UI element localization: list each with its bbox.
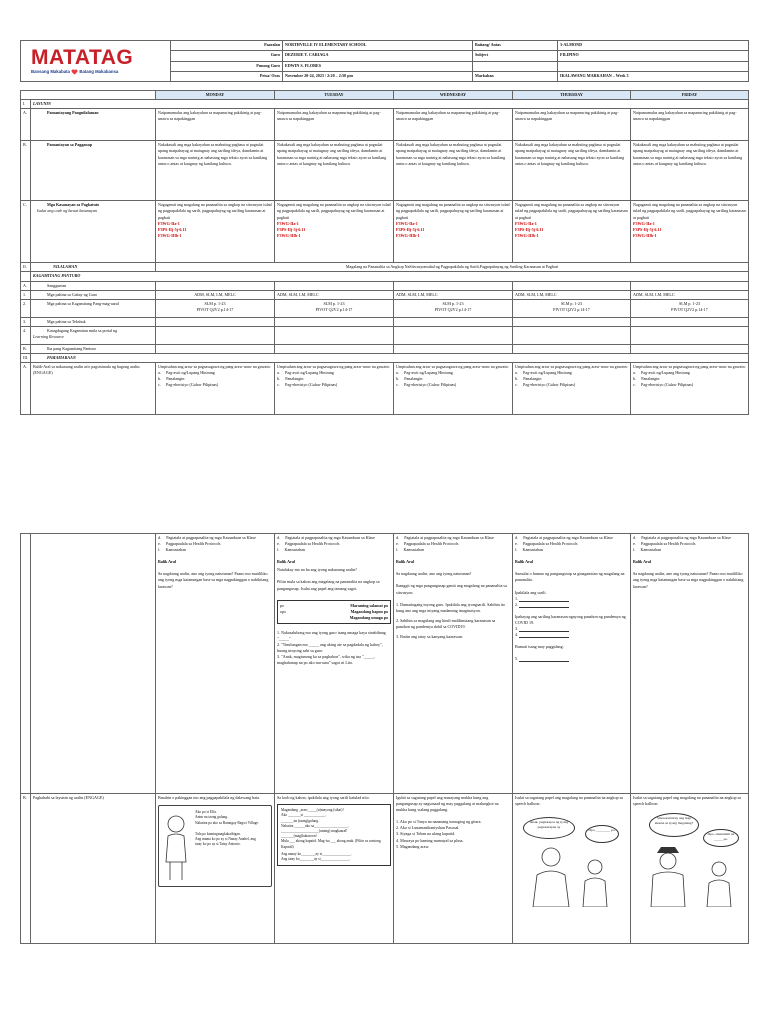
exercise-item: Bumati isang may paggalang. [515, 644, 564, 650]
cell-text: SLM p. 1-23 [442, 300, 464, 306]
word-choice: Maraming salamat po [350, 602, 388, 608]
exercise-item: 2. Ako si Lunamanikaniyshan Pascual. [396, 825, 460, 831]
kasanayan-cell [631, 201, 749, 263]
item-letter: f. [277, 547, 280, 553]
exercise-item: Ipakilala ang sarili. [515, 589, 547, 595]
item-text: Kamustahan [284, 547, 305, 553]
kasanayan-cell [275, 201, 394, 263]
cell-text: Nakakasali ang mga kakayahan sa mabuting pagbasa at pagsulat upang maipahayag at maiugnay ang sariling ideya, damdamin at karanasan sa mga narinig at nabasang mga teksto ayon sa kanilang antas o antas at kaugnay ng kanilang kultura. [631, 141, 749, 201]
code: F3PS-IIj-5j-6.11 [158, 226, 187, 232]
cell-text: Naipamamalas ang kakayahan sa mapanuring pakikinig at pag-unawa sa napakinggan [631, 109, 749, 141]
friday-engage-cell [631, 794, 749, 944]
code: F3WG-IIa-1 [277, 220, 299, 226]
exercise-item: 1. Ako po si Tanya na nananang tumugtog ng gitara. [396, 819, 482, 825]
cell-text: SLM p. 1-23 [678, 300, 701, 306]
item-text: Pagpapaalala sa Health Protocols [403, 541, 459, 547]
item-letter: b. [158, 376, 162, 382]
item-text: Pag-eherisiyo (Galaw Pilipinas) [403, 382, 457, 388]
matatag-logo: MATATAG Bansang Makabata Batang Makabansa [31, 46, 134, 75]
heart-icon [71, 69, 78, 75]
item-letter: a. [158, 370, 161, 376]
cell-text: PIVOT Q2V2 p.14-17 [671, 306, 708, 312]
item-letter: a. [633, 370, 636, 376]
exercise-item: 3. "Anak, magtanong ka sa paghahon", wika ng ina "_____, maghahanap na po ako ma-aara" sagot ni Lito. [277, 654, 375, 666]
materials-cell [275, 299, 394, 317]
day-header-tuesday: TUESDAY [275, 91, 394, 100]
code: F3PS-IIj-5j-6.11 [515, 226, 544, 232]
row-label: Balik-Aral sa nakaraang aralin at/o pagsisimula ng bagong aralin. (ENGAGE) [31, 362, 156, 414]
row-number: II. [21, 263, 31, 272]
row-number: I. [21, 100, 31, 109]
cell-text: Umpisahan ang araw sa pagsasagawa ng pang araw-araw na gawain: [515, 363, 628, 369]
section-pamamaraan: PAMAMARAAN [31, 353, 749, 362]
header-label [473, 61, 558, 71]
logo-cell [21, 41, 171, 82]
item-letter: b. [633, 376, 637, 382]
row-label: Mga pahina sa Kagamitang Pang-mag-aaral [31, 299, 156, 317]
item-text: Pag-awit ng/Lupang Hinirang [165, 370, 215, 376]
item-text: Pagtatala at pagpapasalita ng mga Kasunduan sa Klase [285, 535, 375, 540]
friday-review-cell [631, 534, 749, 794]
row-number: 1. [21, 290, 31, 299]
balik-aral-title: Balik Aral [633, 559, 652, 565]
code: F3WG-IIIb-1 [396, 232, 420, 238]
row-number: A. [21, 362, 31, 414]
cell-text: Naipamamalas ang kakayahan sa mapanuring pakikinig at pag-unawa sa napakinggan [394, 109, 513, 141]
item-letter: e. [158, 541, 161, 547]
item-letter: d. [396, 535, 400, 540]
exercise-item: 4. Mawaya po kaming mamayal sa plasa. [396, 837, 464, 843]
cell-text: SLM p. 1-23 [560, 300, 583, 306]
speech-balloon: Sinosorterubay ang mga eksena sa iyong magulang? [649, 813, 699, 837]
header-value: EDWIN S. FLORES [283, 61, 473, 71]
cell-text: Isulat sa sagutang papel ang magalang na pananalita na angkop sa speech balloon. [515, 795, 623, 807]
item-text: Panalangin [641, 376, 660, 382]
cell-text: Sumulat o bumuo ng pangungusap sa ginagamitan ng magalang na pananalita. [515, 571, 625, 583]
code: F3WG-IIIb-1 [158, 232, 182, 238]
parent-child-figure-icon [523, 845, 623, 907]
item-letter: e. [396, 541, 399, 547]
day-header-wednesday: WEDNESDAY [394, 91, 513, 100]
monday-engage-cell [156, 794, 275, 944]
header-label: Paaralan [171, 41, 283, 51]
row-label: Karagdagang Kagamitan mula sa portal ng [47, 327, 118, 333]
row-number: A. [21, 281, 31, 290]
item-text: Pagpapaalala sa Health Protocols [284, 541, 340, 547]
card-line: _______na (taong)gulang. [281, 818, 319, 823]
card-line: _____________________(uming) magkaaral! [281, 828, 348, 833]
balik-aral-title: Balik Aral [277, 559, 296, 565]
header-value [558, 61, 749, 71]
cell-text: ADM, SLM, LM, MELC [275, 290, 394, 299]
cell-text: PIVOT Q2V2 p.14-17 [434, 306, 472, 312]
cell-text: Nakakasali ang mga kakayahan sa mabuting pagbasa at pagsulat upang maipahayag at maiugnay ang sariling ideya, damdamin at karanasan sa mga narinig at nabasang mga teksto ayon sa kanilang antas o antas at kaugnay ng kanilang kultura. [513, 141, 631, 201]
item-letter: c. [633, 382, 636, 388]
cell-text: Umpisahan ang araw sa pagsasagawa ng pang araw-araw na gawain: [277, 363, 390, 369]
balik-aral-title: Balik Aral [396, 559, 415, 565]
thursday-engage-cell [513, 794, 631, 944]
item-letter: b. [515, 376, 519, 382]
speech-balloon-illustration [633, 811, 746, 909]
logo-tagline-left: Bansang Makabata [31, 69, 70, 75]
header-label: Guro [171, 51, 283, 61]
word-choice-box [277, 600, 391, 624]
day-header-thursday: THURSDAY [513, 91, 631, 100]
cell-text: Nakakasali ang mga kakayahan sa mabuting pagbasa at pagsulat upang maipahayag at maiugnay ang sariling ideya, damdamin at karanasan sa mga narinig at nabasang mga teksto ayon sa kanilang antas o antas at kaugnay ng kanilang kultura. [156, 141, 275, 201]
row-number: III. [21, 353, 31, 362]
item-text: Pagtatala at pagpapasalita ng mga Kasunduan sa Klase [404, 535, 494, 540]
item-letter: f. [633, 547, 636, 553]
card-line: Ako po si Elfa. [195, 810, 217, 815]
cell-text: PIVOT Q2V2 p.14-17 [196, 306, 234, 312]
card-line: Tula po kumingmagkakaibigan. [195, 831, 241, 836]
cell-text: SLM p. 1-23 [323, 300, 345, 306]
day-header-friday: FRIDAY [631, 91, 749, 100]
code: F3WG-IIa-1 [633, 220, 655, 226]
section-kagamitang-panturo: KAGAMITANG PANTURO [31, 272, 749, 281]
row-number: 2. [21, 299, 31, 317]
cell-text: Nagagamit ang magalang na pananalita sa angkop na sitwasyon tulad ng pagpapakilala ng sarili, pagpapahayag ng sariling karanasan at pagbati [633, 202, 746, 220]
row-number: B. [21, 794, 31, 944]
cell-text: Umpisahan ang araw sa pagsasagawa ng pang araw-araw na gawain: [396, 363, 509, 369]
header-value: DEZERIE T. CARIAGA [283, 51, 473, 61]
cell-text: Sa loob ng kahon, ipakilala ang iyong sarili katulad nito. [277, 795, 370, 800]
card-line: Magandang _araw_____(u)mayong (sikat)! [281, 808, 344, 813]
cell-text: Sa nagdaang aralin, ano ang iyong natutunan? Paano mo matililiko ang iyong mga katanungan base sa mga nagpakinggan o nakikitang larawan? [633, 571, 744, 589]
card-line: Anim na taong gulang. [195, 815, 228, 820]
wednesday-review-cell [394, 534, 513, 794]
code: F3PS-IIj-5j-6.11 [633, 226, 662, 232]
engage-cell [275, 362, 394, 414]
wednesday-engage-cell [394, 794, 513, 944]
card-line: _______(mag)kakaroon! [281, 834, 317, 839]
cell-text: ADM, SLM, LM, MELC [513, 290, 631, 299]
engage-cell [513, 362, 631, 414]
speech-balloon: Anak, pagkatapos ng iyong pagsasarapan ay [523, 817, 575, 839]
row-number: 4. [21, 326, 31, 344]
card-line: Nakatira ______ako sa___________________. [281, 823, 350, 828]
cell-text: Ibanggit ng mga pangungusap gamit ang magalang na pananalita sa sitwasyon. [396, 583, 507, 595]
cell-text: Nakakasali ang mga kakayahan sa mabuting pagbasa at pagsulat upang maipahayag at maiugnay ang sariling ideya, damdamin at karanasan sa mga narinig at nabasang mga teksto ayon sa kanilang antas o antas at kaugnay ng kanilang kultura. [394, 141, 513, 201]
header-value: November 20-24, 2023 / 2:20 – 2:50 pm [283, 71, 473, 81]
materials-cell [513, 299, 631, 317]
kasanayan-cell [394, 201, 513, 263]
cell-text: Nagagamit ang magalang na pananalita sa angkop na sitwasyon tulad ng pagpapakilala ng sarili, pagpapahayag ng sariling karanasan at pagbati [515, 202, 628, 220]
thursday-review-cell: d. Pagtatala at pagpapasalita ng mga Kasunduan sa Klase e. Pagpapaalala sa Health Protocols f. Kamustahan Balik Aral Sumulat o bumuo ng pangungusap sa ginagamitan ng magalang na pananalita. Ipakilala ang sarili. 1. 2. Ipahayag ang sariling karanasan ngayong panahon ng pandemya ng COVID 19. 3. 4. Bumati isang may paggalang. 5. [513, 534, 631, 794]
item-text: Pag-awit ng/Lupang Hinirang [522, 370, 572, 376]
code: F3PS-IIj-5j-6.11 [277, 226, 306, 232]
code: F3PS-IIj-5j-6.11 [396, 226, 425, 232]
card-line: Mula ___ akong kapatid. Mag-isa ___ akong anak. (Piliin sa wastong Kapatid) [281, 839, 381, 849]
card-line: Ang mama ko po ay si Nanay Anabel, ang [195, 836, 256, 841]
row-label: Iba pang Kagamitang Panturo [31, 344, 156, 353]
cell-text: Natalakay mo na ba ang iyong nakaraang aralin? [277, 567, 357, 573]
exercise-item: 1. Dumatingang inyong guro. Ipakilala ang iyongsarili. Sabihin ito kung ano ang mga iniyang madaming imaginasyon. [396, 601, 506, 613]
item-text: Panalangin [404, 376, 423, 382]
card-line: Ako _______si ____________. [281, 813, 327, 818]
item-text: Pag-eherisiyo (Galaw Pilipinas) [284, 382, 338, 388]
header-table [20, 40, 749, 82]
cell-text: ADM, SLM, LM, MELC [394, 290, 513, 299]
item-text: Kamustahan [165, 547, 186, 553]
item-text: Pagtatala at pagpapasalita ng mga Kasunduan sa Klase [641, 535, 731, 540]
cell-text: Umpisahan ang araw sa pagsasagawa ng pang araw-araw na gawain: [633, 363, 746, 369]
item-text: Panalangin [523, 376, 542, 382]
exercise-item: 3. Batiin ang tatay sa kanyang kaarawan. [396, 634, 464, 640]
row-label: Pamantayang Pangnilalaman [31, 109, 156, 141]
cell-text: Piliin mula sa kahon ang magalang na pananalita na angkop sa pangungusap. Isulat ang papel ang tamang sagot. [277, 579, 380, 591]
item-letter: d. [515, 535, 519, 540]
officer-child-figure-icon [639, 845, 743, 907]
code: F3WG-IIIb-1 [633, 232, 657, 238]
cell-text: Nagagamit ang magalang na pananalita sa angkop na sitwasyon tulad ng pagpapakilala ng sarili, pagpapahayag ng sariling karanasan at pagbati [396, 202, 510, 220]
materials-cell [394, 299, 513, 317]
header-value: 3-ALMOND [558, 41, 749, 51]
item-text: Kamustahan [403, 547, 424, 553]
cell-text: PIVOT Q2V2 p.14-17 [315, 306, 353, 312]
exercise-item: 5. Magandang araw. [396, 843, 430, 849]
exercise-item: Ipahayag ang sariling karanasan ngayong panahon ng pandemya ng COVID 19. [515, 613, 626, 625]
cell-text: Nagagamit ang magalang na pananalita sa angkop na sitwasyon tulad ng pagpapakilala ng sarili, pagpapahayag ng sariling karanasan at pagbati [158, 202, 272, 220]
code: F3WG-IIIb-1 [277, 232, 301, 238]
cell-text: Naipamamalas ang kakayahan sa mapanuring pakikinig at pag-unawa sa napakinggan [156, 109, 275, 141]
cell-text: Umpisahan ang araw sa pagsasagawa ng pang araw-araw na gawain: [158, 363, 271, 369]
tuesday-engage-cell [275, 794, 394, 944]
row-number: B. [21, 344, 31, 353]
row-label: Learning Resource [33, 333, 65, 339]
balik-aral-title: Balik Aral [515, 559, 534, 565]
monday-review-cell [156, 534, 275, 794]
item-letter: d. [633, 535, 637, 540]
item-letter: c. [158, 382, 161, 388]
cell-text: Isulat sa sagutang papel ang magalang na pananalita na angkop sa speech balloon. [633, 795, 741, 807]
item-letter: b. [396, 376, 400, 382]
lesson-plan-table-continued [20, 533, 749, 944]
cell-text: Igubit sa sagutang papel ang masayang mukha kung ang pangungusap ay nagsasaad ng may paggalang at malungkot na mukha kung walang paggalang. [396, 795, 499, 813]
cell-text: Basahin o pakinggan mo ang pagpapakilala ng dalawang bata. [158, 795, 260, 800]
cell-text: PIVOT Q2V2 p.14-17 [553, 306, 590, 312]
engage-cell [394, 362, 513, 414]
page-2 [20, 533, 748, 944]
card-line: Nakatira po ako sa Barangay Bagwi Village. [195, 820, 259, 825]
materials-cell [631, 299, 749, 317]
word-choice: Magandang hapon po [350, 608, 388, 614]
balik-aral-title: Balik Aral [158, 559, 177, 565]
item-text: Panalangin [166, 376, 185, 382]
code: F3WG-IIa-1 [396, 220, 418, 226]
item-text: Panalangin [285, 376, 304, 382]
cell-text: ADM, SLM, LM, MELC [631, 290, 749, 299]
card-line: Ang tatay ko________ay si________________. [281, 856, 351, 861]
item-letter: e. [633, 541, 636, 547]
exercise-item: 2. "Tinulungan mo _____ ang aking ate sa pagdadala ng kahoy", buong ninyong sabi sa guro. [277, 641, 383, 653]
word-choice: opo [280, 608, 286, 614]
header-value: IKALAWANG MARKAHAN – Week 3 [558, 71, 749, 81]
engage-cell [156, 362, 275, 414]
item-text: Kamustahan [522, 547, 543, 553]
speech-balloon-illustration [515, 811, 628, 909]
word-choice: po [280, 602, 284, 608]
row-label: Sanggunian [31, 281, 156, 290]
exercise-item: 3. Siyaga si Toban na ulang kapatid. [396, 831, 456, 837]
cell-text: Naipamamalas ang kakayahan sa mapanuring pakikinig at pag-unawa sa napakinggan [513, 109, 631, 141]
header-label: Punong Guro [171, 61, 283, 71]
row-label: Mga pahina sa Gabay ng Guro [31, 290, 156, 299]
cell-text: Naipamamalas ang kakayahan sa mapanuring pakikinig at pag-unawa sa napakinggan [275, 109, 394, 141]
word-choice: Magandang umaga po [349, 614, 388, 620]
row-number: B. [21, 141, 31, 201]
day-header-monday: MONDAY [156, 91, 275, 100]
row-number: C. [21, 201, 31, 263]
card-line: tatay ko po ay si Tatay Antonio. [195, 842, 241, 847]
header-label: Petsa/ Oras [171, 71, 283, 81]
item-text: Pagtatala at pagpapasalita ng mga Kasunduan sa Klase [166, 535, 256, 540]
cell-text: SLM p. 1-23 [204, 300, 226, 306]
code: F3WG-IIa-1 [158, 220, 180, 226]
item-letter: a. [277, 370, 280, 376]
speech-balloon: Opo, sinasamait na _____ po. [703, 829, 739, 847]
header-label: Subject [473, 51, 558, 61]
row-number: 3. [21, 317, 31, 326]
item-text: Pag-eherisiyo (Galaw Pilipinas) [522, 382, 576, 388]
lesson-plan-table [20, 90, 749, 415]
header-value: NORTHVILLE IV ELEMENTARY SCHOOL [283, 41, 473, 51]
logo-tagline-right: Batang Makabansa [79, 69, 119, 75]
self-introduction-card [277, 804, 391, 866]
child-figure-icon [162, 814, 190, 884]
item-text: Pagpapaalala sa Health Protocols [640, 541, 696, 547]
item-letter: d. [277, 535, 281, 540]
cell-text: Sa nagdaang aralin, ano ang iyong natutunan? [396, 571, 472, 577]
row-number: A. [21, 109, 31, 141]
header-value: FILIPINO [558, 51, 749, 61]
row-label-cell [31, 201, 156, 263]
row-label-cell [31, 326, 156, 344]
item-text: Pag-eherisiyo (Galaw Pilipinas) [165, 382, 219, 388]
engage-cell [631, 362, 749, 414]
row-label: Paghahabi sa layunin ng aralin (ENGAGE) [31, 794, 156, 944]
materials-cell [156, 299, 275, 317]
item-letter: f. [396, 547, 399, 553]
code: F3WG-IIIb-1 [515, 232, 539, 238]
speech-balloon: Opo, ________ po. [585, 825, 619, 843]
item-text: Pagpapaalala sa Health Protocols [165, 541, 221, 547]
item-letter: c. [277, 382, 280, 388]
item-letter: e. [277, 541, 280, 547]
cell-text: Nakakasali ang mga kakayahan sa mabuting pagbasa at pagsulat upang maipahayag at maiugnay ang sariling ideya, damdamin at karanasan sa mga narinig at nabasang mga teksto ayon sa kanilang antas o antas at kaugnay ng kanilang kultura. [275, 141, 394, 201]
item-text: Pag-awit ng/Lupang Hinirang [403, 370, 453, 376]
row-label: Pamantayan sa Pagganap [31, 141, 156, 201]
exercise-item: 1. Nakasalubong mo ang iyong guro isang umaga kaya sinabihang "_____" [277, 629, 386, 641]
item-letter: a. [396, 370, 399, 376]
exercise-item: 2. Sabihin sa magulang ang hindi malilimutang karanasan sa panahon ng pandemya dahil sa COVID19. [396, 617, 496, 629]
item-letter: f. [515, 547, 518, 553]
item-letter: d. [158, 535, 162, 540]
children-introduction-illustration [158, 805, 272, 887]
item-letter: c. [396, 382, 399, 388]
code: F3WG-IIa-1 [515, 220, 537, 226]
item-text: Pag-awit ng/Lupang Hinirang [640, 370, 690, 376]
kasanayan-cell [513, 201, 631, 263]
card-line: Ang nanay ko________ay si________________. [281, 851, 352, 856]
row-label: Mga pahina sa Teksbuk [31, 317, 156, 326]
nilalaman-text: Magalang na Pananalita sa Angkop NaSitwasyontulad ng Pagpapakilala ng Sarili,Pagpapahayag ng Sariling Karanasan at Pagbati [156, 263, 749, 272]
item-text: Pag-eherisiyo (Galaw Pilipinas) [640, 382, 694, 388]
cell-text: Nagagamit ang magalang na pananalita sa angkop na sitwasyon tulad ng pagpapakilala ng sarili, pagpapahayag ng sariling karanasan at pagbati [277, 202, 391, 220]
row-sublabel: Isulat ang code ng bawat kasanayan [37, 208, 97, 214]
header-label: Markahan [473, 71, 558, 81]
header-label: Baitang/ Antas [473, 41, 558, 51]
kasanayan-cell [156, 201, 275, 263]
section-nilalaman: NILALAMAN [31, 263, 156, 272]
item-letter: a. [515, 370, 518, 376]
item-letter: e. [515, 541, 518, 547]
tuesday-review-cell [275, 534, 394, 794]
item-text: Pagpapaalala sa Health Protocols [522, 541, 578, 547]
item-letter: c. [515, 382, 518, 388]
cell-text: ADM, SLM, LM, MELC [156, 290, 275, 299]
item-letter: b. [277, 376, 281, 382]
cell-text: Sa nagdaang aralin, ano ang iyong natutunan? Paano mo matililiko ang iyong mga katanungan base sa mga nagpakinggan o nakikitang larawan? [158, 571, 269, 589]
item-text: Kamustahan [640, 547, 661, 553]
section-layunin: LAYUNIN [31, 100, 749, 109]
row-label: Mga Kasanayan sa Pagkatuto [47, 202, 100, 208]
page-1 [20, 40, 748, 415]
item-text: Pagtatala at pagpapasalita ng mga Kasunduan sa Klase [523, 535, 613, 540]
item-text: Pag-awit ng/Lupang Hinirang [284, 370, 334, 376]
item-letter: f. [158, 547, 161, 553]
